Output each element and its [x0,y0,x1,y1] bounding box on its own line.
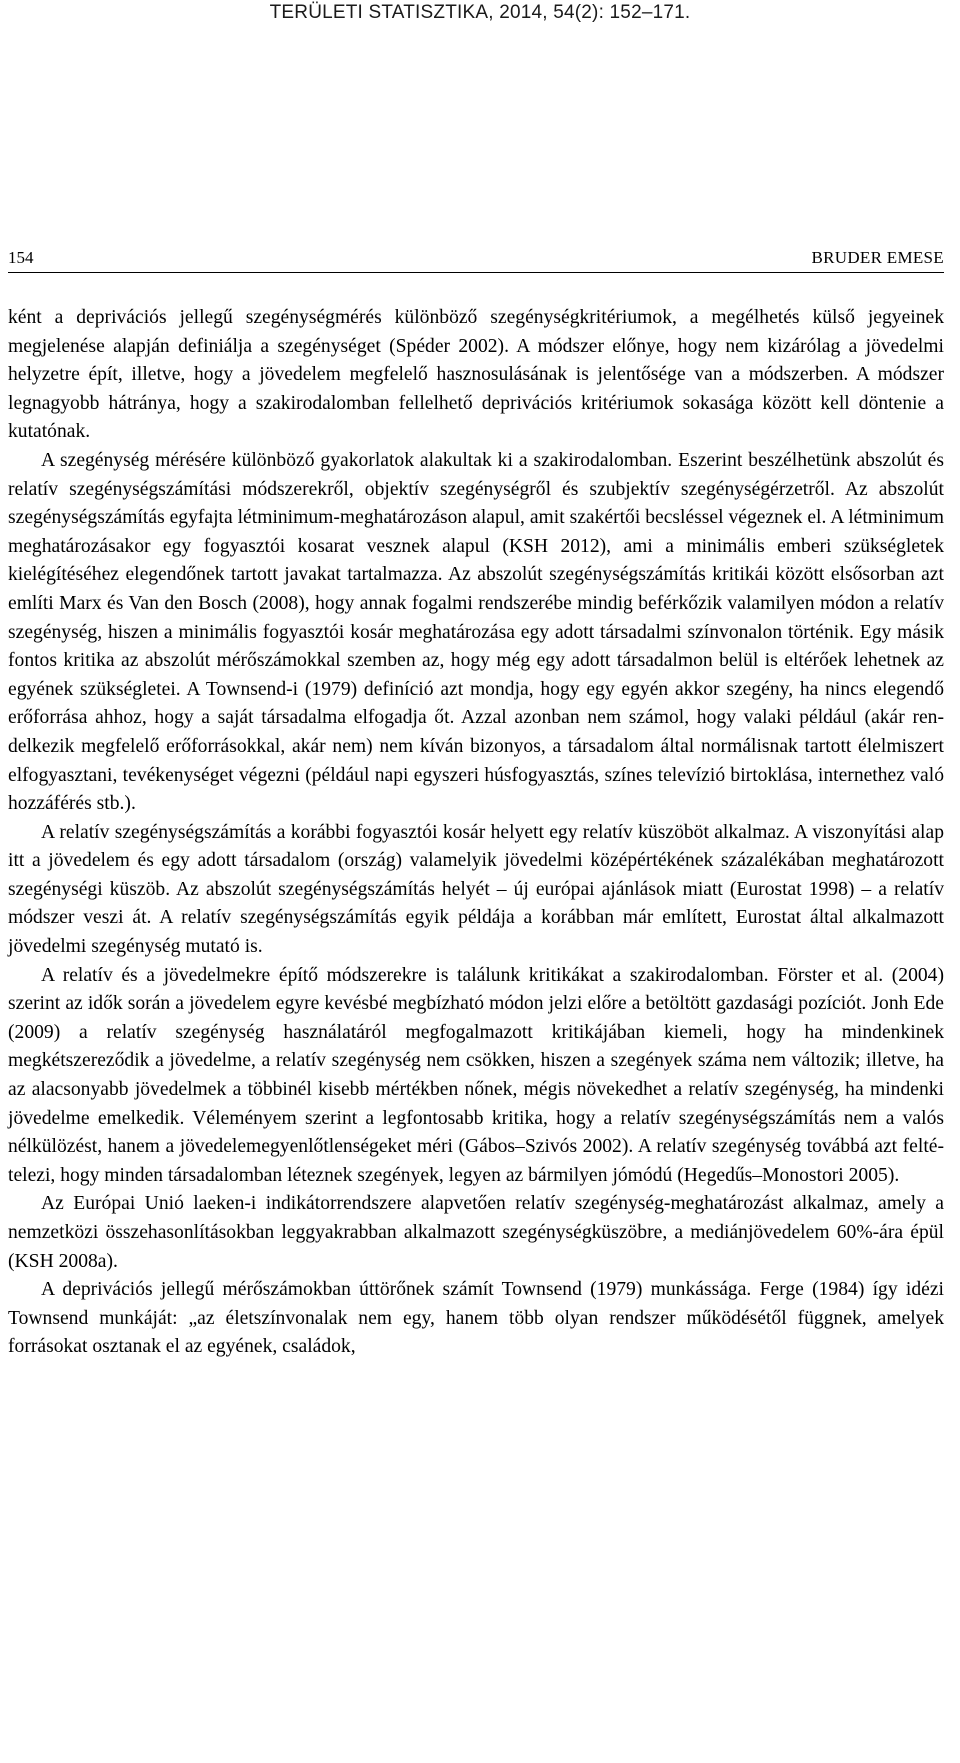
article-body [8,304,944,1362]
page-header [8,246,944,273]
paragraph: A deprivációs jellegű mérőszámokban úttörőnek számít Townsend (1979) munkássága. Ferge (1984) így idézi Townsend munkáját: „az életszínvonalak nem egy, hanem több olyan rendszer működésétől függnek, amelyek forrásokat osztanak el az egyének, családok, [8,1279,944,1358]
paragraph: Az Európai Unió laeken-i indikátorrendszere alapvetően relatív szegénység-meghatározást alkalmaz, amely a nemzetközi összehasonlításokban leggyakrabban alkalmazott szegénységküszöbre, a mediánjövedelem 60%-ára épül (KSH 2008a). [8,1193,944,1272]
author-running-head: BRUDER EMESE [811,248,944,267]
page-number: 154 [8,248,34,267]
paragraph: A szegénység mérésére különböző gyakorlatok alakultak ki a szakirodalomban. Eszerint beszélhetünk abszolút és relatív szegénységszámítási módszerekről, objektív szegénységről és szubjektív szegénységérzetről. Az abszolút szegénységszámítás egyfajta létminimum-meghatározáson alapul, amit szakértői becsléssel végeznek el. A létminimum meghatározásakor egy fogyasztói kosarat vesznek alapul (KSH 2012), ami a minimális emberi szükségletek kielégítéséhez elegendőnek tartott javakat tartalmazza. Az abszolút szegénységszámítás kritikái között elsősorban azt említi Marx és Van den Bosch (2008), hogy annak fogalmi rendszerébe mindig beférkőzik valamilyen módon a relatív szegénység, hiszen a minimális fogyasztói kosár meghatározása egy adott társadalmi színvonalon történik. Egy másik fontos kritika az abszolút mérőszámokkal szemben az, hogy még egy adott társadalmon belül is eltérőek lehetnek az egyének szükségletei. A Townsend-i (1979) definíció azt mondja, hogy egy egyén akkor szegény, ha nincs elegendő erőforrása ahhoz, hogy a saját társadalma elfogadja őt. Azzal azonban nem számol, hogy valaki például (akár rendelkezik megfelelő erőforrásokkal, akár nem) nem kíván bizonyos, a társadalom által normálisnak tartott élelmiszert elfogyasztani, tevékenységet végezni (például napi egyszeri húsfogyasztás, színes televízió birtoklása, internethez való hozzáférés stb.). [8,449,944,815]
paragraph-continued: ként a deprivációs jellegű szegénységmérés különböző szegénységkritériumok, a megélhetés külső jegyeinek megjelenése alapján definiálja a szegénységet (Spéder 2002). A módszer előnye, hogy nem kizárólag a jövedelmi helyzetre épít, illetve, hogy a jövedelem megfelelő hasznosulásának is jelentősége van a módszerben. A módszer legnagyobb hátránya, hogy a szakirodalomban fellelhető deprivációs kritériumok sokasága között kell döntenie a kutatónak. [8,307,944,443]
paragraph: A relatív és a jövedelmekre építő módszerekre is találunk kritikákat a szakirodalomban. Förster et al. (2004) szerint az idők során a jövedelem egyre kevésbé megbízható módon jelzi előre a betöltött gazdasági pozíciót. Jonh Ede (2009) a relatív szegénység használatáról megfogalmazott kritikájában kiemeli, hogy ha mindenkinek megkétszereződik a jövedelme, a relatív szegénység nem csökken, hiszen a szegények száma nem változik; illetve, ha az alacsonyabb jövedelmek a többinél kisebb mértékben nőnek, mégis növekedhet a relatív szegénység, ha mindenki jövedelme emelkedik. Véleményem szerint a legfontosabb kritika, hogy a relatív szegénységszámítás nem a valós nélkülözést, hanem a jövedelemegyenlőtlenségeket méri (Gábos–Szivós 2002). A relatív szegénység továbbá azt feltételezi, hogy minden társadalomban léteznek szegények, legyen az bármilyen jómódú (Hegedűs–Monostori 2005). [8,964,944,1186]
journal-header: TERÜLETI STATISZTIKA, 2014, 54(2): 152–171. [269,2,691,23]
paragraph: A relatív szegénységszámítás a korábbi fogyasztói kosár helyett egy relatív küszöböt alkalmaz. A viszonyítási alap itt a jövedelem és egy adott társadalom (ország) valamelyik jövedelmi középértékének százalékában meghatározott szegénységi küszöb. Az abszolút szegénységszámítás helyét – új európai ajánlások miatt (Eurostat 1998) – a relatív módszer veszi át. A relatív szegénységszámítás egyik példája a korábban már említett, Eurostat által alkalmazott jövedelmi szegénység mutató is. [8,821,944,958]
